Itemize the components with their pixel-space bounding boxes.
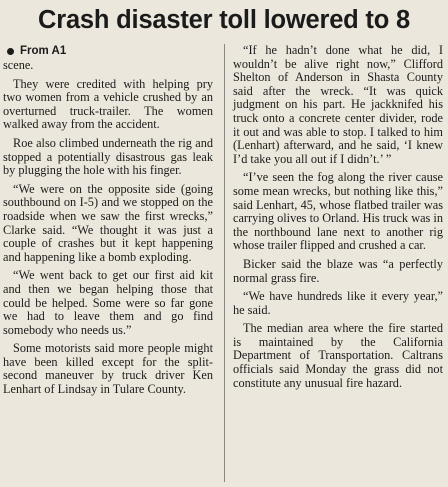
paragraph: Roe also climbed underneath the rig and stopped a potentially disastrous gas leak by plugging the hole with his finger. bbox=[3, 135, 213, 178]
paragraph: scene. bbox=[3, 58, 34, 72]
paragraph: “We were on the opposite side (going southbound on I-5) and we stopped on the roadside when we saw the first wrecks,” Clarke said. “We thought it was just a couple of crashes but it kept happening and happening like a bomb exploding. bbox=[3, 181, 213, 264]
paragraph: “We have hundreds like it every year,” he said. bbox=[233, 289, 443, 317]
jump-line bbox=[3, 44, 213, 58]
headline: Crash disaster toll lowered to 8 bbox=[38, 6, 410, 34]
right-column bbox=[233, 44, 443, 487]
paragraph: “If he hadn’t done what he did, I wouldn’t be alive right now,” Clifford Shelton of Anderson in Shasta County said after the wreck. “It was quick judgment on his part. He jackknifed his truck onto a concrete center divider, rode it out and was able to stop. I talked to him (Lenhart) afterward, and he said, ‘I knew I’d take you all out if I didn’t.’ ” bbox=[233, 43, 443, 166]
paragraph: “We went back to get our first aid kit and then we began helping those that could be helped. Some were so far gone we had to leave them and go find somebody who needs us.” bbox=[3, 268, 213, 337]
paragraph: They were credited with helping pry two women from a vehicle crushed by an overturned truck-trailer. The women walked away from the accident. bbox=[3, 76, 213, 132]
article-body bbox=[0, 44, 448, 487]
left-column bbox=[3, 44, 213, 487]
bullet-icon bbox=[7, 48, 14, 55]
paragraph: “I’ve seen the fog along the river cause some mean wrecks, but nothing like this,” said Lenhart, 45, whose flatbed trailer was carrying olives to Orland. His truck was in the northbound lane next to another rig whose trailer flipped and crushed a car. bbox=[233, 170, 443, 253]
paragraph: Bicker said the blaze was “a perfectly normal grass fire. bbox=[233, 256, 443, 285]
paragraph: The median area where the fire started is maintained by the California Department of Transportation. Caltrans officials said Monday the grass did not constitute any unusual fire hazard. bbox=[233, 321, 443, 390]
jump-label: From A1 bbox=[20, 45, 67, 57]
paragraph: Some motorists said more people might have been killed except for the split-second maneuver by truck driver Ken Lenhart of Lindsay in Tulare County. bbox=[3, 341, 213, 397]
